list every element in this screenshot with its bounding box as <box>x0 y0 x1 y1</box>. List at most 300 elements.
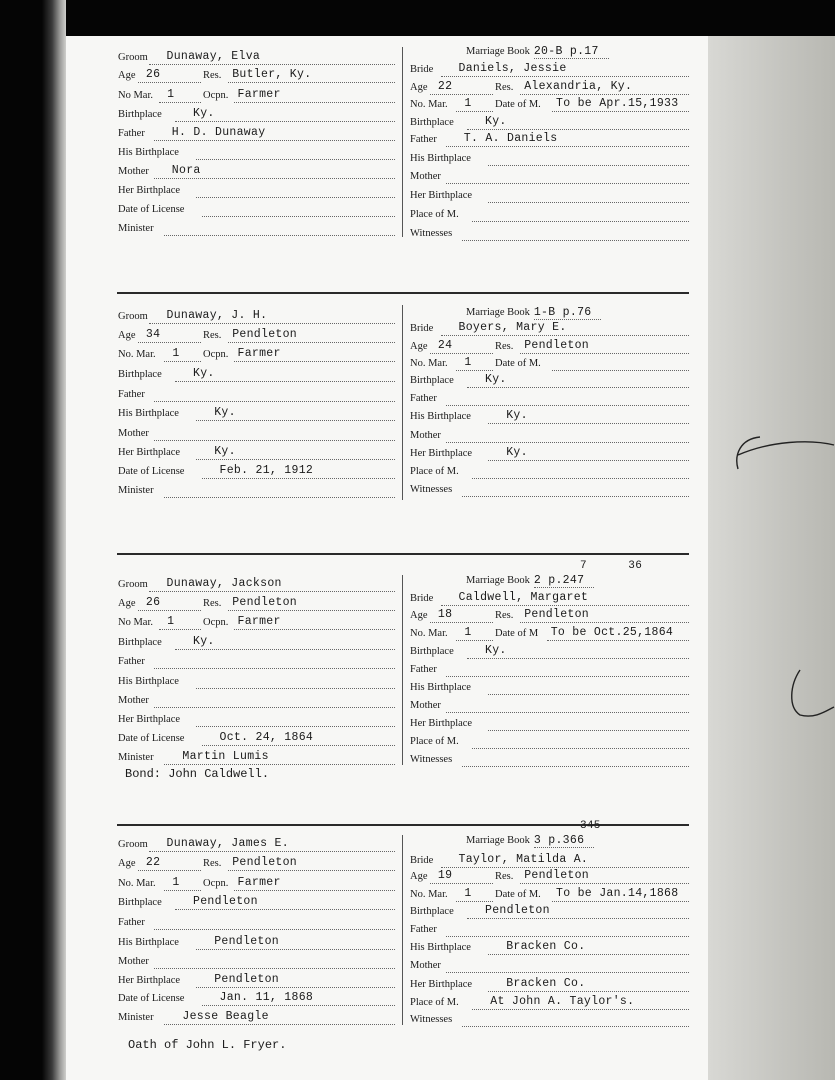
groom-field-label: Date of License <box>118 466 185 477</box>
groom-field-leader <box>196 688 395 689</box>
bride-field-label: Place of M. <box>410 209 459 220</box>
groom-field-row <box>118 993 395 1009</box>
bride-field-leader <box>552 111 689 112</box>
groom-field-leader <box>154 440 395 441</box>
groom-field-leader <box>154 668 395 669</box>
bride-field-value: 1 <box>464 356 472 369</box>
groom-field-leader <box>228 342 395 343</box>
groom-field-leader <box>228 610 395 611</box>
groom-field-row <box>118 447 395 463</box>
groom-field-leader <box>196 987 395 988</box>
groom-field-value: 1 <box>167 88 175 101</box>
bride-field-label: No. Mar. <box>410 889 448 900</box>
groom-field-value: Martin Lumis <box>182 750 269 763</box>
groom-field-label: Mother <box>118 166 149 177</box>
scan-border-top <box>0 0 835 36</box>
record-separator-rule <box>117 553 689 555</box>
bride-field-leader <box>430 94 493 95</box>
groom-field-row <box>118 714 395 730</box>
marriage-book-label: Marriage Book <box>466 46 530 57</box>
bride-field-leader <box>456 111 493 112</box>
groom-field-leader <box>159 629 201 630</box>
marriage-book-ref: 1-B p.76 <box>534 306 602 320</box>
bride-field-row <box>410 628 689 644</box>
bride-field-row <box>410 228 689 244</box>
groom-field-value: Feb. 21, 1912 <box>219 464 314 477</box>
bride-field-row <box>410 700 689 716</box>
groom-field-leader <box>196 459 395 460</box>
bride-field-label: Res. <box>495 341 514 352</box>
groom-field-leader <box>164 890 201 891</box>
bride-field-row <box>410 718 689 734</box>
record-separator-rule <box>117 824 689 826</box>
bride-field-row <box>410 610 689 626</box>
bride-field-leader <box>462 766 689 767</box>
marriage-book-header <box>466 574 594 587</box>
groom-field-value: 22 <box>145 856 161 869</box>
groom-field-value: Ky. <box>193 107 215 120</box>
bride-field-leader <box>456 640 493 641</box>
groom-field-value: Pendleton <box>232 596 297 609</box>
groom-field-leader <box>196 420 395 421</box>
groom-field-leader <box>138 82 201 83</box>
bride-field-label: Res. <box>495 82 514 93</box>
groom-field-label: Date of License <box>118 993 185 1004</box>
bride-field-row <box>410 593 689 609</box>
bride-field-leader <box>472 1009 689 1010</box>
bride-field-value: Ky. <box>506 409 528 422</box>
groom-field-label: Ocpn. <box>203 90 229 101</box>
bride-field-label: No. Mar. <box>410 99 448 110</box>
groom-field-value: Jesse Beagle <box>182 1010 269 1023</box>
groom-field-label: His Birthplace <box>118 937 179 948</box>
column-divider <box>402 835 403 1025</box>
bride-field-row <box>410 484 689 500</box>
bride-field-label: Father <box>410 134 437 145</box>
bride-field-label: Place of M. <box>410 997 459 1008</box>
bride-field-value: Daniels, Jessie <box>458 62 567 75</box>
groom-field-row <box>118 485 395 501</box>
bride-field-label: Witnesses <box>410 1014 453 1025</box>
bride-field-value: Bracken Co. <box>506 977 586 990</box>
bride-field-leader <box>462 496 689 497</box>
groom-field-leader <box>196 159 395 160</box>
groom-field-leader <box>154 140 395 141</box>
groom-field-label: Father <box>118 917 145 928</box>
marriage-book-label: Marriage Book <box>466 575 530 586</box>
groom-field-label: Res. <box>203 858 222 869</box>
bride-field-leader <box>488 730 689 731</box>
bride-field-leader <box>488 954 689 955</box>
groom-field-row <box>118 70 395 86</box>
bride-field-label: Bride <box>410 64 434 75</box>
bride-field-row <box>410 430 689 446</box>
groom-field-value: 34 <box>145 328 161 341</box>
bride-field-leader <box>547 640 689 641</box>
groom-field-value: Pendleton <box>214 935 279 948</box>
groom-field-leader <box>154 401 395 402</box>
bride-field-label: Birthplace <box>410 906 454 917</box>
bride-field-label: Res. <box>495 610 514 621</box>
bride-field-row <box>410 979 689 995</box>
groom-field-leader <box>228 870 395 871</box>
groom-field-label: Ocpn. <box>203 878 229 889</box>
groom-field-leader <box>202 478 396 479</box>
groom-field-row <box>118 917 395 933</box>
bride-field-row <box>410 134 689 150</box>
bride-field-label: Birthplace <box>410 117 454 128</box>
groom-field-label: Groom <box>118 311 148 322</box>
bride-field-value: At John A. Taylor's. <box>490 995 635 1008</box>
bride-field-leader <box>520 353 689 354</box>
groom-field-value: 1 <box>167 615 175 628</box>
groom-field-leader <box>159 102 201 103</box>
groom-field-row <box>118 90 395 106</box>
bride-field-row <box>410 646 689 662</box>
bride-field-leader <box>488 423 689 424</box>
groom-field-row <box>118 185 395 201</box>
groom-field-label: No Mar. <box>118 617 153 628</box>
groom-field-label: Her Birthplace <box>118 975 181 986</box>
bride-field-leader <box>430 883 493 884</box>
bride-field-row <box>410 375 689 391</box>
groom-field-leader <box>175 121 395 122</box>
groom-field-label: His Birthplace <box>118 408 179 419</box>
groom-field-value: Oct. 24, 1864 <box>219 731 314 744</box>
groom-field-leader <box>234 361 396 362</box>
bride-field-row <box>410 997 689 1013</box>
groom-field-row <box>118 109 395 125</box>
groom-field-row <box>118 975 395 991</box>
bride-field-leader <box>446 936 689 937</box>
bride-field-row <box>410 171 689 187</box>
bride-field-label: Date of M <box>495 628 539 639</box>
groom-field-value: Ky. <box>193 367 215 380</box>
groom-field-label: No. Mar. <box>118 878 156 889</box>
bride-field-label: Her Birthplace <box>410 718 473 729</box>
groom-field-leader <box>234 102 396 103</box>
groom-field-value: 26 <box>145 596 161 609</box>
marriage-book-annotation: 7 36 <box>580 560 643 572</box>
groom-field-label: Ocpn. <box>203 617 229 628</box>
bride-field-label: Bride <box>410 593 434 604</box>
groom-field-leader <box>149 591 396 592</box>
column-divider <box>402 305 403 500</box>
groom-field-label: Minister <box>118 752 154 763</box>
groom-field-leader <box>202 745 396 746</box>
bride-field-row <box>410 341 689 357</box>
groom-field-leader <box>234 890 396 891</box>
bride-field-label: His Birthplace <box>410 682 471 693</box>
bride-field-label: Father <box>410 924 437 935</box>
groom-field-row <box>118 839 395 855</box>
bride-field-label: Mother <box>410 171 441 182</box>
record-note: Bond: John Caldwell. <box>125 767 270 781</box>
bride-field-row <box>410 153 689 169</box>
groom-field-value: Ky. <box>193 635 215 648</box>
groom-field-label: Mother <box>118 956 149 967</box>
bride-field-label: No. Mar. <box>410 358 448 369</box>
groom-field-label: Her Birthplace <box>118 714 181 725</box>
bride-field-label: Birthplace <box>410 375 454 386</box>
groom-field-leader <box>154 929 395 930</box>
bride-field-value: Ky. <box>506 446 528 459</box>
groom-field-label: Groom <box>118 52 148 63</box>
bride-field-row <box>410 82 689 98</box>
groom-field-leader <box>196 726 395 727</box>
groom-field-row <box>118 579 395 595</box>
bride-field-leader <box>467 387 689 388</box>
bride-field-row <box>410 64 689 80</box>
groom-field-label: Minister <box>118 1012 154 1023</box>
groom-field-leader <box>175 909 395 910</box>
bride-field-value: Boyers, Mary E. <box>458 321 567 334</box>
groom-field-value: Dunaway, James E. <box>166 837 289 850</box>
bride-field-label: Bride <box>410 855 434 866</box>
groom-field-row <box>118 897 395 913</box>
bride-field-value: T. A. Daniels <box>463 132 558 145</box>
groom-field-label: His Birthplace <box>118 676 179 687</box>
groom-field-row <box>118 147 395 163</box>
margin-pen-mark <box>730 425 835 745</box>
bride-field-label: Mother <box>410 700 441 711</box>
bride-field-label: Witnesses <box>410 754 453 765</box>
bride-field-row <box>410 889 689 905</box>
bride-field-row <box>410 906 689 922</box>
groom-field-row <box>118 389 395 405</box>
bride-field-label: Mother <box>410 960 441 971</box>
groom-field-value: 26 <box>145 68 161 81</box>
bride-field-label: Date of M. <box>495 99 541 110</box>
groom-field-leader <box>164 361 201 362</box>
bride-field-value: Alexandria, Ky. <box>524 80 633 93</box>
groom-field-row <box>118 617 395 633</box>
groom-field-label: Birthplace <box>118 897 162 908</box>
bride-field-label: Birthplace <box>410 646 454 657</box>
groom-field-leader <box>138 342 201 343</box>
bride-field-row <box>410 736 689 752</box>
bride-field-row <box>410 754 689 770</box>
groom-field-label: Mother <box>118 428 149 439</box>
groom-field-label: Mother <box>118 695 149 706</box>
bride-field-label: His Birthplace <box>410 942 471 953</box>
groom-field-label: Birthplace <box>118 369 162 380</box>
groom-field-value: Butler, Ky. <box>232 68 312 81</box>
bride-field-row <box>410 393 689 409</box>
marriage-book-ref: 3 p.366 <box>534 834 594 848</box>
bride-field-row <box>410 942 689 958</box>
groom-field-leader <box>175 649 395 650</box>
groom-field-value: Ky. <box>214 406 236 419</box>
groom-field-leader <box>164 1024 395 1025</box>
groom-field-value: 1 <box>172 876 180 889</box>
groom-field-row <box>118 408 395 424</box>
groom-field-label: No Mar. <box>118 90 153 101</box>
groom-field-row <box>118 695 395 711</box>
bride-field-label: Witnesses <box>410 228 453 239</box>
groom-field-row <box>118 937 395 953</box>
groom-field-label: Minister <box>118 223 154 234</box>
bride-field-leader <box>552 901 689 902</box>
bride-field-row <box>410 323 689 339</box>
groom-field-value: Pendleton <box>232 856 297 869</box>
groom-field-label: Res. <box>203 70 222 81</box>
bride-field-value: 1 <box>464 97 472 110</box>
groom-field-label: Age <box>118 598 136 609</box>
bride-field-value: 1 <box>464 626 472 639</box>
bride-field-label: Witnesses <box>410 484 453 495</box>
groom-field-row <box>118 637 395 653</box>
groom-field-row <box>118 428 395 444</box>
groom-field-value: Pendleton <box>193 895 258 908</box>
groom-field-leader <box>164 764 395 765</box>
bride-field-row <box>410 1014 689 1030</box>
groom-field-value: Pendleton <box>214 973 279 986</box>
groom-field-label: Father <box>118 128 145 139</box>
bride-field-row <box>410 960 689 976</box>
groom-field-label: Age <box>118 858 136 869</box>
groom-field-label: Birthplace <box>118 109 162 120</box>
groom-field-value: Nora <box>171 164 201 177</box>
bride-field-label: Age <box>410 341 428 352</box>
bride-field-leader <box>456 901 493 902</box>
bride-field-label: No. Mar. <box>410 628 448 639</box>
bride-field-leader <box>552 370 689 371</box>
bride-field-label: Age <box>410 610 428 621</box>
groom-field-leader <box>196 197 395 198</box>
groom-field-label: Age <box>118 330 136 341</box>
groom-field-label: Her Birthplace <box>118 447 181 458</box>
groom-field-value: Farmer <box>237 615 281 628</box>
groom-field-leader <box>138 610 201 611</box>
bride-field-row <box>410 411 689 427</box>
bride-field-row <box>410 117 689 133</box>
bride-field-leader <box>446 405 689 406</box>
groom-field-label: Groom <box>118 839 148 850</box>
bride-field-leader <box>462 1026 689 1027</box>
groom-field-row <box>118 956 395 972</box>
marriage-book-label: Marriage Book <box>466 307 530 318</box>
bride-field-leader <box>446 676 689 677</box>
groom-field-row <box>118 311 395 327</box>
bride-field-row <box>410 99 689 115</box>
bride-field-row <box>410 924 689 940</box>
bride-field-label: Father <box>410 664 437 675</box>
groom-field-label: Date of License <box>118 204 185 215</box>
groom-field-leader <box>154 178 395 179</box>
groom-field-row <box>118 466 395 482</box>
marriage-book-label: Marriage Book <box>466 835 530 846</box>
bride-field-leader <box>441 867 690 868</box>
bride-field-leader <box>488 165 689 166</box>
bride-field-value: Ky. <box>485 373 507 386</box>
bride-field-value: To be Oct.25,1864 <box>550 626 674 639</box>
marriage-book-ref: 2 p.247 <box>534 574 594 588</box>
record-separator-rule <box>117 292 689 294</box>
bride-field-value: Pendleton <box>524 869 589 882</box>
bride-field-label: Date of M. <box>495 358 541 369</box>
bride-field-leader <box>462 240 689 241</box>
bride-field-value: To be Apr.15,1933 <box>556 97 679 110</box>
bride-field-value: 24 <box>437 339 453 352</box>
bride-field-label: Res. <box>495 871 514 882</box>
groom-field-row <box>118 1012 395 1028</box>
bride-field-leader <box>488 202 689 203</box>
bride-field-label: Place of M. <box>410 736 459 747</box>
bride-field-leader <box>520 94 689 95</box>
groom-field-value: Dunaway, J. H. <box>166 309 268 322</box>
bride-field-leader <box>441 335 690 336</box>
groom-field-value: H. D. Dunaway <box>171 126 266 139</box>
bride-field-row <box>410 209 689 225</box>
bride-field-row <box>410 682 689 698</box>
bride-field-leader <box>467 129 689 130</box>
groom-field-leader <box>202 216 396 217</box>
groom-field-row <box>118 676 395 692</box>
bride-field-label: Date of M. <box>495 889 541 900</box>
bride-field-leader <box>446 442 689 443</box>
bride-field-leader <box>472 221 689 222</box>
groom-field-label: Father <box>118 389 145 400</box>
groom-field-value: Dunaway, Jackson <box>166 577 282 590</box>
groom-field-row <box>118 166 395 182</box>
marriage-book-header <box>466 834 594 847</box>
groom-field-value: Dunaway, Elva <box>166 50 261 63</box>
bride-field-leader <box>488 460 689 461</box>
bride-field-row <box>410 190 689 206</box>
groom-field-leader <box>154 968 395 969</box>
groom-field-label: Minister <box>118 485 154 496</box>
groom-field-label: No. Mar. <box>118 349 156 360</box>
bride-field-value: 19 <box>437 869 453 882</box>
bride-field-leader <box>441 605 690 606</box>
groom-field-row <box>118 52 395 68</box>
groom-field-row <box>118 878 395 894</box>
groom-field-label: His Birthplace <box>118 147 179 158</box>
bride-field-label: His Birthplace <box>410 153 471 164</box>
bride-field-label: Mother <box>410 430 441 441</box>
bride-field-leader <box>472 478 689 479</box>
groom-field-leader <box>149 323 396 324</box>
bride-field-leader <box>520 622 689 623</box>
bride-field-leader <box>446 972 689 973</box>
groom-field-leader <box>234 629 396 630</box>
bride-field-leader <box>488 694 689 695</box>
bride-field-label: Father <box>410 393 437 404</box>
groom-field-label: Birthplace <box>118 637 162 648</box>
groom-field-row <box>118 330 395 346</box>
groom-field-label: Father <box>118 656 145 667</box>
groom-field-label: Res. <box>203 330 222 341</box>
bride-field-label: Her Birthplace <box>410 979 473 990</box>
bride-field-value: 22 <box>437 80 453 93</box>
bride-field-leader <box>456 370 493 371</box>
column-divider <box>402 575 403 765</box>
groom-field-row <box>118 752 395 768</box>
bride-field-leader <box>446 712 689 713</box>
column-divider <box>402 47 403 237</box>
groom-field-value: Jan. 11, 1868 <box>219 991 314 1004</box>
bride-field-value: Pendleton <box>524 339 589 352</box>
groom-field-leader <box>164 497 395 498</box>
bride-field-leader <box>467 918 689 919</box>
bride-field-row <box>410 664 689 680</box>
groom-field-row <box>118 349 395 365</box>
bride-field-value: Taylor, Matilda A. <box>458 853 589 866</box>
groom-field-value: Farmer <box>237 876 281 889</box>
bride-field-value: 18 <box>437 608 453 621</box>
bride-field-label: Place of M. <box>410 466 459 477</box>
